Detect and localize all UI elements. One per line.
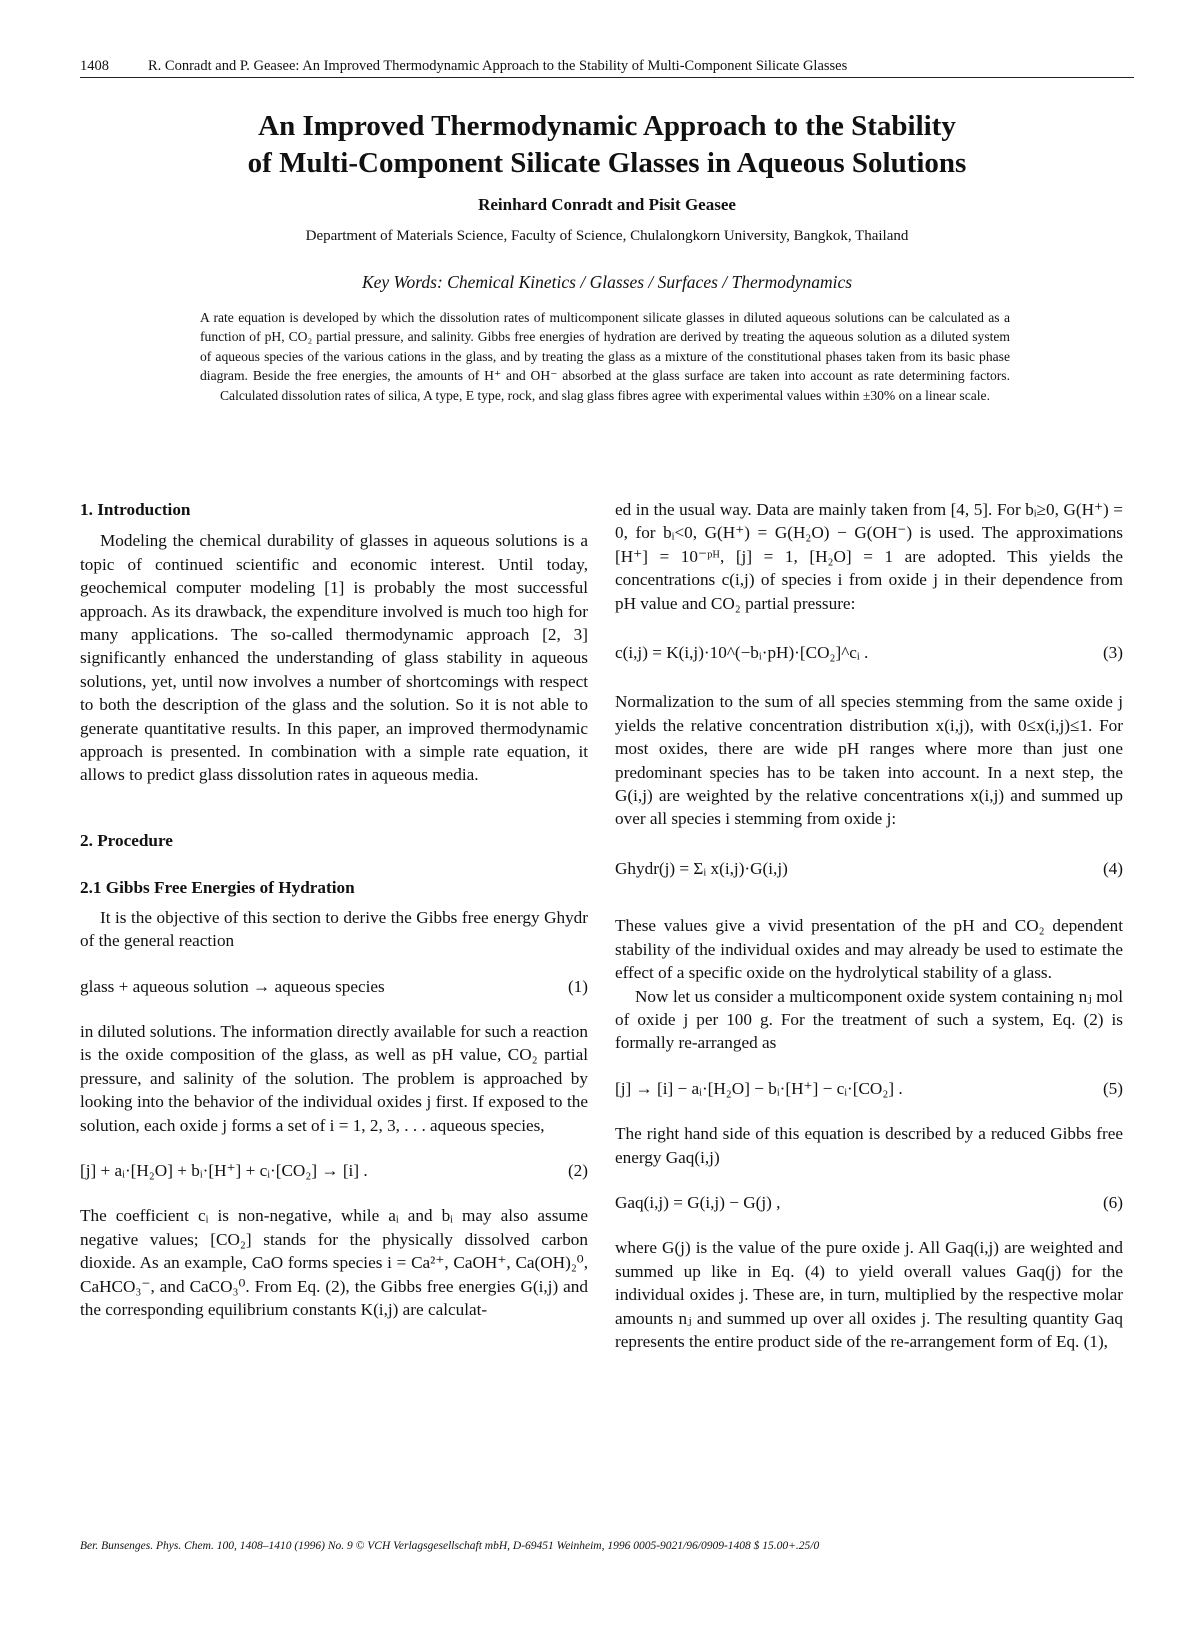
- abstract: A rate equation is developed by which the dissolution rates of multicomponent silicate glasses in diluted aqueous solutions can be calculated as a function of pH, CO₂ partial pressure, and salinity. Gibbs free energies of hydration are derived by treating the aqueous solution as a diluted system of aqueous species of the various cations in the glass, and by treating the glass as a mixture of the constitutional phases taken from its basic phase diagram. Beside the free energies, the amounts of H⁺ and OH⁻ absorbed at the glass surface are taken into account as rate determining factors. Calculated dissolution rates of silica, A type, E type, rock, and slag glass fibres agree with experimental values within ±30% on a linear scale.: [200, 310, 1010, 403]
- subsection-heading-gibbs: 2.1 Gibbs Free Energies of Hydration: [80, 878, 355, 898]
- paragraph: in diluted solutions. The information directly available for such a reaction is the oxide composition of the glass, as well as pH value, CO₂ partial pressure, and salinity of the solution. The problem is approached by looking into the behavior of the individual oxides j first. If exposed to the solution, each oxide j forms a set of i = 1, 2, 3, . . . aqueous species,: [80, 1021, 588, 1135]
- equation-text: c(i,j) = K(i,j)·10^(−bᵢ·pH)·[CO₂]^cᵢ .: [615, 643, 869, 663]
- equation-number: (1): [567, 976, 588, 996]
- equation-text: glass + aqueous solution → aqueous species: [80, 976, 385, 996]
- paragraph: ed in the usual way. Data are mainly taken from [4, 5]. For bᵢ≥0, G(H⁺) = 0, for bᵢ<0, G(H⁺) = G(H₂O) − G(OH⁻) is used. The approximations [H⁺] = 10⁻ᵖᴴ, [j] = 1, [H₂O] = 1 are adopted. This yields the concentrations c(i,j) of species i from oxide j in their dependence from pH value and CO₂ partial pressure:: [615, 500, 1123, 613]
- equation-3: [615, 641, 1123, 664]
- equation-text: Ghydr(j) = Σᵢ x(i,j)·G(i,j): [615, 858, 788, 878]
- equation-6: [615, 1191, 1123, 1214]
- title-line-1: An Improved Thermodynamic Approach to the Stability: [258, 110, 956, 142]
- paragraph: Normalization to the sum of all species stemming from the same oxide j yields the relative concentration distribution x(i,j), with 0≤x(i,j)≤1. For most oxides, there are wide pH ranges where more than just one predominant species has to be taken into account. In a next step, the G(i,j) are weighted by the relative concentrations x(i,j) and summed up over all species i stemming from oxide j:: [615, 692, 1123, 829]
- equation-4: [615, 857, 1123, 880]
- article-title: [80, 108, 1134, 182]
- introduction-paragraph: Modeling the chemical durability of glasses in aqueous solutions is a topic of continued scientific and economic interest. Until today, geochemical computer modeling [1] is probably the most successful approach. As its drawback, the expenditure involved is much too high for many applications. The so-called thermodynamic approach [2, 3] significantly enhanced the understanding of glass stability in aqueous solutions, yet, until now involves a number of shortcomings with respect to both the description of the glass and the solution. So it is not able to generate quantitative results. In this paper, an improved thermodynamic approach is presented. In combination with a simple rate equation, it allows to predict glass dissolution rates in aqueous media.: [80, 531, 588, 785]
- paragraph: These values give a vivid presentation of the pH and CO₂ dependent stability of the individual oxides and may already be used to estimate the effect of a specific oxide on the hydrolytical stability of a glass.: [615, 916, 1123, 983]
- keywords: Key Words: Chemical Kinetics / Glasses / Surfaces / Thermodynamics: [361, 272, 853, 292]
- running-title: R. Conradt and P. Geasee: An Improved Thermodynamic Approach to the Stability of Multi-Component Silicate Glasses: [148, 58, 848, 74]
- paragraph: It is the objective of this section to derive the Gibbs free energy Ghydr of the general reaction: [80, 907, 588, 951]
- title-line-2: of Multi-Component Silicate Glasses in Aqueous Solutions: [247, 147, 967, 179]
- paragraph: Now let us consider a multicomponent oxide system containing nⱼ mol of oxide j per 100 g. For the treatment of such a system, Eq. (2) is formally re-arranged as: [615, 986, 1123, 1053]
- running-header: [80, 58, 1134, 78]
- equation-text: [j] + aᵢ·[H₂O] + bᵢ·[H⁺] + cᵢ·[CO₂] → [i] .: [80, 1160, 368, 1180]
- page-number: 1408: [80, 58, 109, 74]
- equation-number: (3): [1102, 643, 1123, 663]
- equation-number: (2): [567, 1160, 588, 1180]
- paragraph: where G(j) is the value of the pure oxide j. All Gaq(i,j) are weighted and summed up like in Eq. (4) to yield overall values Gaq(j) for the individual oxides j. These are, in turn, multiplied by the respective molar amounts nⱼ and summed up over all oxides j. The resulting quantity Gaq represents the entire product side of the re-arrangement form of Eq. (1),: [615, 1238, 1123, 1351]
- paragraph: The right hand side of this equation is described by a reduced Gibbs free energy Gaq(i,j): [615, 1124, 1123, 1167]
- equation-1: [80, 975, 588, 998]
- equation-2: [80, 1159, 588, 1182]
- equation-number: (4): [1102, 858, 1123, 878]
- equation-5: [615, 1077, 1123, 1100]
- equation-text: Gaq(i,j) = G(i,j) − G(j) ,: [615, 1192, 781, 1212]
- equation-number: (5): [1102, 1078, 1123, 1098]
- equation-text: [j] → [i] − aᵢ·[H₂O] − bᵢ·[H⁺] − cᵢ·[CO₂] .: [615, 1078, 903, 1098]
- right-column: [615, 498, 1123, 1353]
- section-heading-introduction: 1. Introduction: [80, 500, 191, 519]
- authors: Reinhard Conradt and Pisit Geasee: [478, 195, 736, 214]
- paragraph: The coefficient cᵢ is non-negative, while aᵢ and bᵢ may also assume negative values; [CO₂] stands for the physically dissolved carbon dioxide. As an example, CaO forms species i = Ca²⁺, CaOH⁺, Ca(OH)₂⁰, CaHCO₃⁻, and CaCO₃⁰. From Eq. (2), the Gibbs free energies G(i,j) and the corresponding equilibrium constants K(i,j) are calculat-: [80, 1206, 588, 1319]
- journal-footer: Ber. Bunsenges. Phys. Chem. 100, 1408–1410 (1996) No. 9 © VCH Verlagsgesellschaft mbH, D-69451 Weinheim, 1996 0005-9021/96/0909-1408 $ 15.00+.25/0: [80, 1540, 820, 1552]
- section-heading-procedure: 2. Procedure: [80, 830, 173, 850]
- equation-number: (6): [1102, 1192, 1123, 1212]
- left-column: [80, 498, 588, 1321]
- affiliation: Department of Materials Science, Faculty of Science, Chulalongkorn University, Bangkok, Thailand: [305, 228, 909, 244]
